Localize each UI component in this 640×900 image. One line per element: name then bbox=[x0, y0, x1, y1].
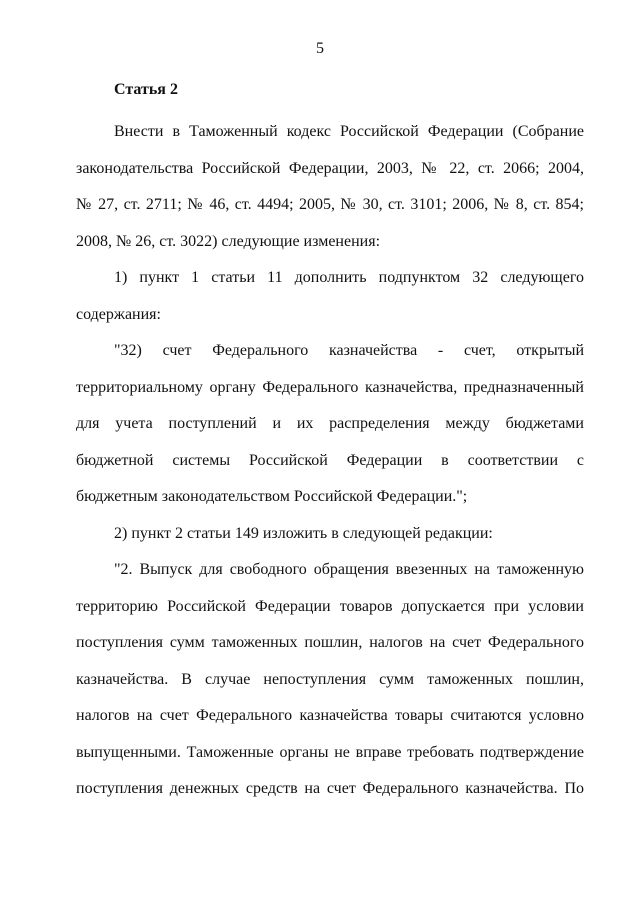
paragraph-item-1 bbox=[76, 260, 584, 333]
text-line: 2008, № 26, ст. 3022) следующие изменения: bbox=[76, 232, 381, 250]
paragraph-subitem-32 bbox=[76, 333, 584, 516]
text-line: 2) пункт 2 статьи 149 изложить в следующей редакции: bbox=[114, 524, 493, 542]
text-line: Внести в Таможенный кодекс Российской Федерации (Собрание bbox=[114, 123, 584, 140]
text-line: налогов на счет Федерального казначейства товары считаются условно bbox=[76, 707, 584, 724]
text-line: для учета поступлений и их распределения между бюджетами bbox=[76, 415, 584, 432]
text-line: казначейства. В случае непоступления сумм таможенных пошлин, bbox=[76, 670, 584, 688]
text-line: содержания: bbox=[76, 305, 161, 323]
paragraph-amendment-intro bbox=[76, 114, 584, 260]
text-line: территориальному органу Федерального казначейства, предназначенный bbox=[76, 378, 584, 396]
text-line: бюджетным законодательством Российской Федерации."; bbox=[76, 488, 468, 505]
text-line: законодательства Российской Федерации, 2003, № 22, ст. 2066; 2004, bbox=[76, 159, 584, 177]
document-body bbox=[76, 72, 584, 808]
text-line: поступления денежных средств на счет Федерального казначейства. По bbox=[76, 780, 584, 797]
text-line: территорию Российской Федерации товаров допускается при условии bbox=[76, 597, 584, 615]
text-line: № 27, ст. 2711; № 46, ст. 4494; 2005, № 30, ст. 3101; 2006, № 8, ст. 854; bbox=[76, 196, 584, 213]
text-line: поступления сумм таможенных пошлин, налогов на счет Федерального bbox=[76, 634, 584, 651]
text-line: "32) счет Федерального казначейства - счет, открытый bbox=[114, 342, 584, 359]
paragraph-article-149-text bbox=[76, 552, 584, 808]
paragraph-item-2 bbox=[76, 516, 584, 553]
text-line: "2. Выпуск для свободного обращения ввезенных на таможенную bbox=[114, 561, 584, 578]
text-line: бюджетной системы Российской Федерации в соответствии с bbox=[76, 451, 584, 469]
text-line: выпущенными. Таможенные органы не вправе требовать подтверждение bbox=[76, 743, 584, 761]
text-line: 1) пункт 1 статьи 11 дополнить подпунктом 32 следующего bbox=[114, 269, 584, 286]
page-number: 5 bbox=[316, 40, 324, 57]
article-heading: Статья 2 bbox=[114, 81, 178, 98]
